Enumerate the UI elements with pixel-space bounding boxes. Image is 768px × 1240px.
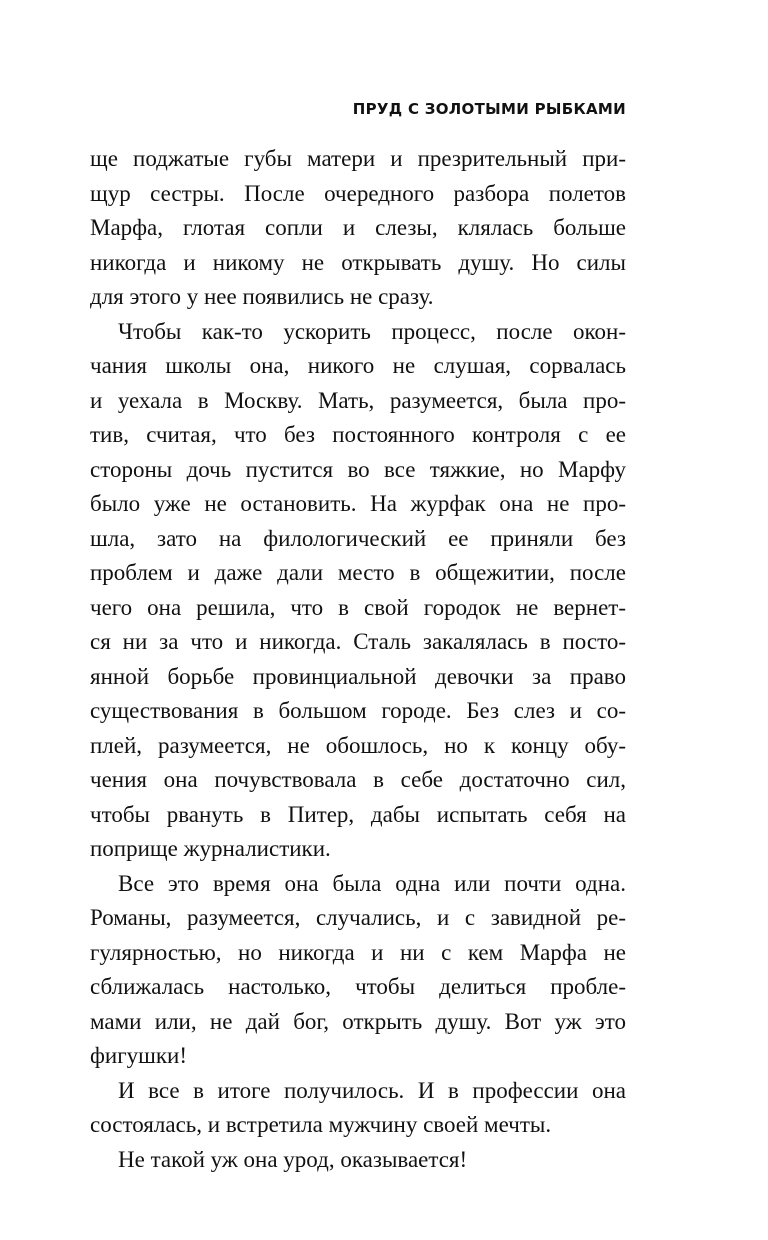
text-line: Все это время она была одна или почти одна. xyxy=(118,870,626,896)
text-line: мами или, не дай бог, открыть душу. Вот уж это xyxy=(90,1008,626,1034)
paragraph-2 xyxy=(90,315,626,867)
text-line: проблем и даже дали место в общежитии, после xyxy=(90,560,626,585)
text-line: чего она решила, что в свой городок не вернет- xyxy=(90,594,626,620)
text-line: Не такой уж она урод, оказывается! xyxy=(118,1146,468,1172)
text-line: сближалась настолько, чтобы делиться пробле- xyxy=(90,974,626,999)
paragraph-3 xyxy=(90,867,626,1074)
text-line: чения она почувствовала в себе достаточно сил, xyxy=(90,767,626,792)
text-line: янной борьбе провинциальной девочки за право xyxy=(90,663,626,689)
text-line: никогда и никому не открывать душу. Но силы xyxy=(90,249,626,275)
text-line: ся ни за что и никогда. Сталь закалялась в посто- xyxy=(90,629,626,654)
text-line: чания школы она, никого не слушая, сорвалась xyxy=(90,353,626,378)
text-line: существования в большом городе. Без слез и со- xyxy=(90,698,626,723)
text-line: шла, зато на филологический ее приняли без xyxy=(90,525,626,551)
text-line: поприще журналистики. xyxy=(90,836,331,861)
text-line: стороны дочь пустится во все тяжкие, но Марфу xyxy=(90,456,626,482)
text-line: И все в итоге получилось. И в профессии она xyxy=(118,1077,626,1103)
text-line: тив, считая, что без постоянного контроля с ее xyxy=(90,422,626,447)
paragraph-4 xyxy=(90,1074,626,1143)
text-line: было уже не остановить. На журфак она не про- xyxy=(90,491,626,516)
text-line: чтобы рвануть в Питер, дабы испытать себя на xyxy=(90,801,626,827)
text-line: Марфа, глотая сопли и слезы, клялась больше xyxy=(90,215,626,240)
text-line: плей, разумеется, не обошлось, но к концу обу- xyxy=(90,732,626,758)
text-line: фигушки! xyxy=(90,1043,187,1068)
text-line: щур сестры. После очередного разбора полетов xyxy=(90,180,626,206)
body-text xyxy=(90,142,626,1177)
paragraph-1 xyxy=(90,142,626,315)
text-line: состоялась, и встретила мужчину своей мечты. xyxy=(90,1112,552,1137)
text-line: гулярностью, но никогда и ни с кем Марфа не xyxy=(90,939,626,965)
text-line: Романы, разумеется, случались, и с завидной ре- xyxy=(90,905,626,930)
text-line: Чтобы как-то ускорить процесс, после окон- xyxy=(118,318,626,344)
paragraph-5 xyxy=(90,1143,626,1178)
text-line: для этого у нее появились не сразу. xyxy=(90,284,434,309)
text-line: и уехала в Москву. Мать, разумеется, была про- xyxy=(90,387,626,413)
text-line: ще поджатые губы матери и презрительный при- xyxy=(90,146,626,171)
running-head: ПРУД С ЗОЛОТЫМИ РЫБКАМИ xyxy=(352,100,626,118)
